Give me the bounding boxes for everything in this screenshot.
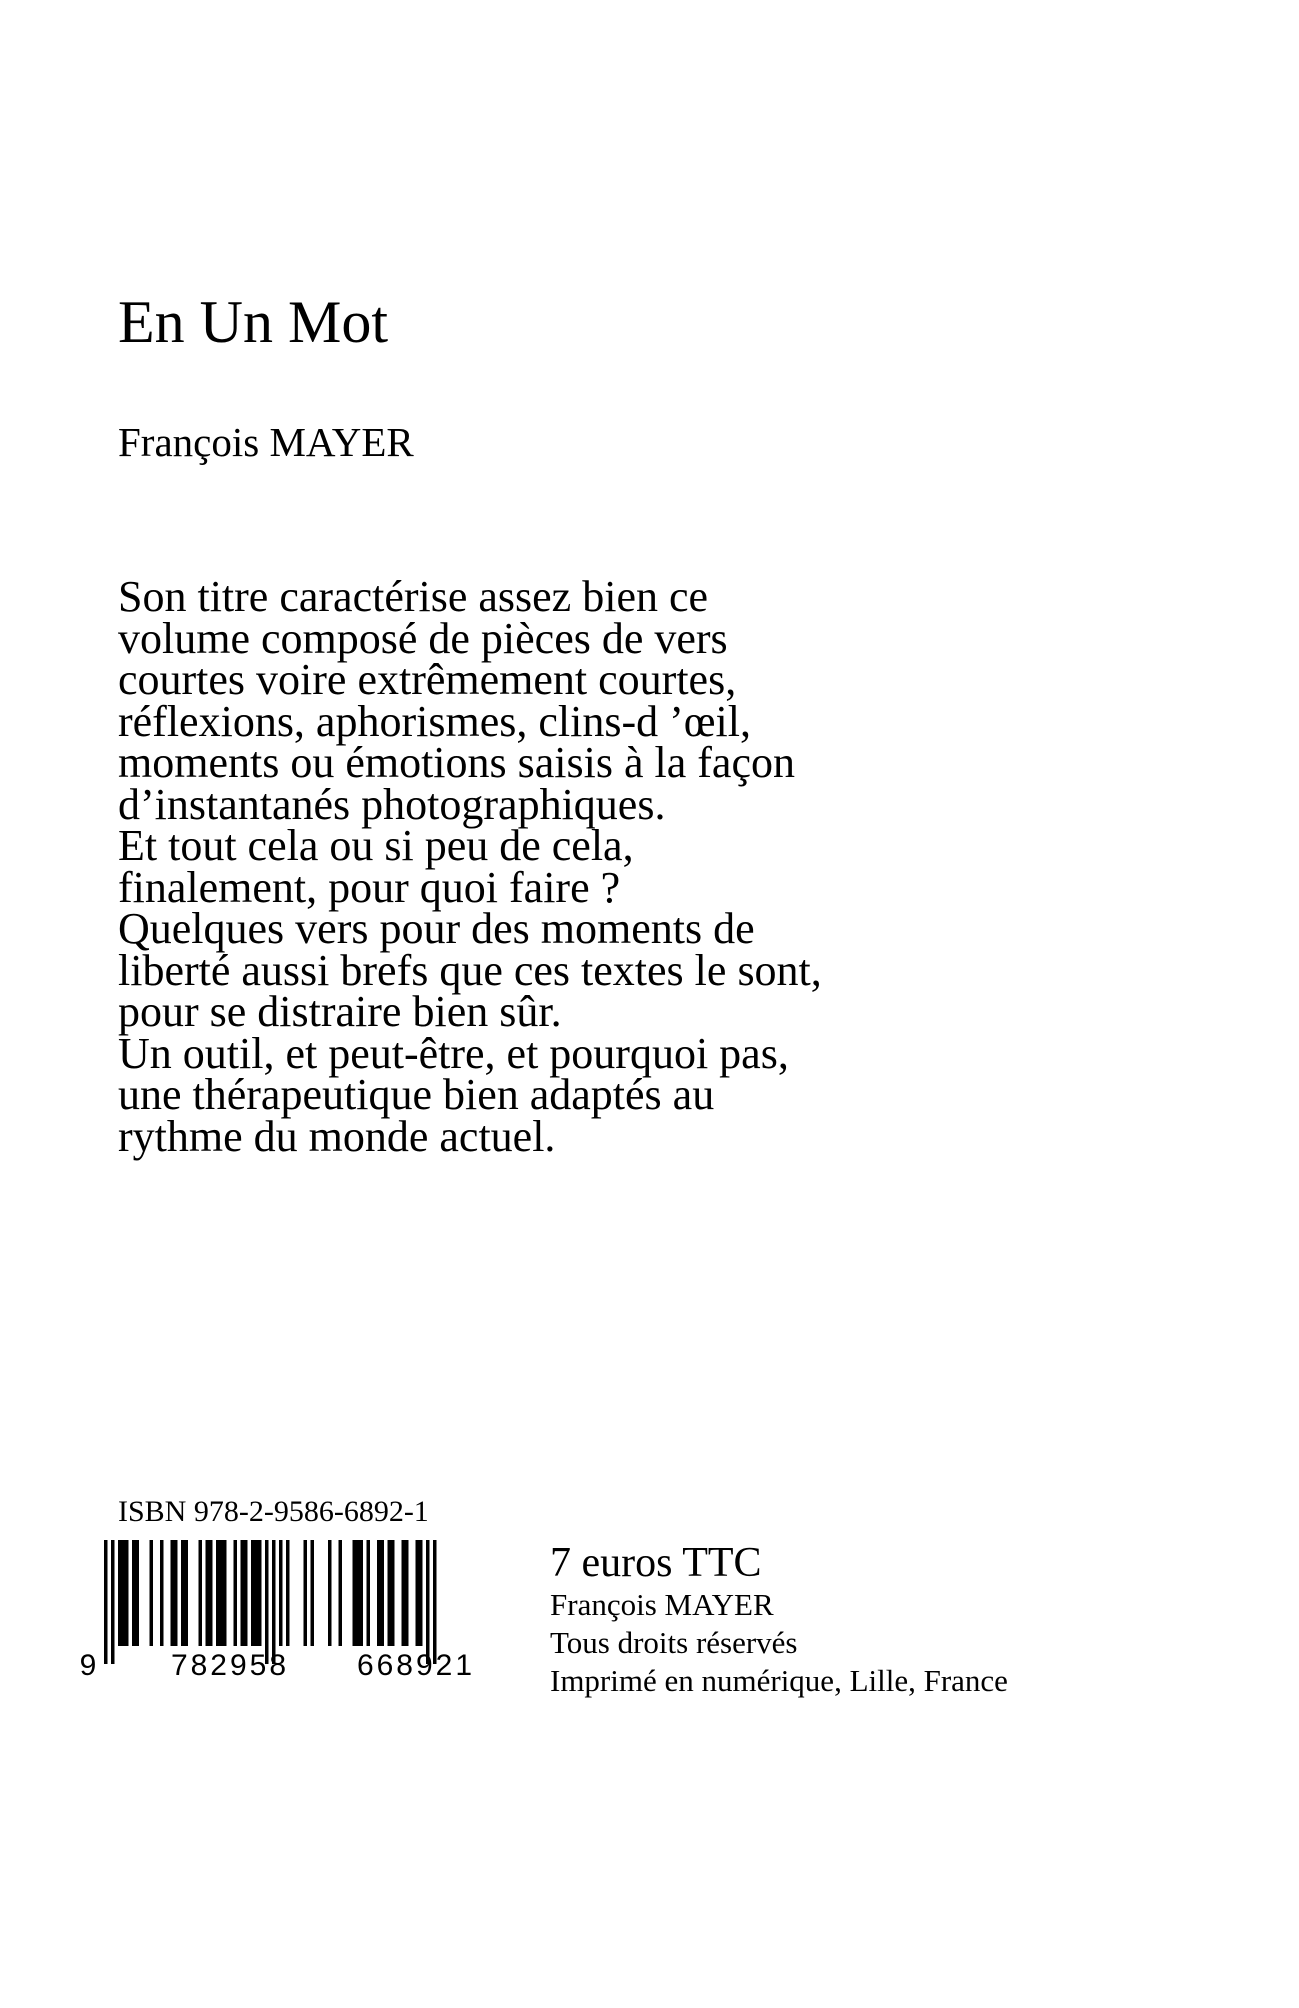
blurb-line: Et tout cela ou si peu de cela, [118, 821, 634, 870]
blurb-line: Son titre caractérise assez bien ce [118, 572, 709, 621]
barcode-bar [339, 1540, 343, 1646]
barcode-bar [402, 1540, 409, 1646]
barcode-bar [241, 1540, 248, 1646]
back-cover-blurb [118, 572, 1118, 1161]
publication-info [550, 1540, 1008, 1700]
blurb-line: moments ou émotions saisis à la façon [118, 738, 795, 787]
barcode-bar [181, 1540, 188, 1646]
price: 7 euros TTC [550, 1540, 762, 1586]
barcode-bar [199, 1540, 203, 1646]
blurb-line: une thérapeutique bien adaptés au [118, 1070, 715, 1119]
publisher: François MAYER [550, 1587, 774, 1622]
barcode-bar [377, 1540, 384, 1646]
barcode-bar [111, 1540, 115, 1664]
blurb-line: volume composé de pièces de vers [118, 613, 728, 663]
barcode-bar [367, 1540, 371, 1646]
barcode-bar [353, 1540, 364, 1646]
barcode-bar [286, 1540, 290, 1646]
blurb-line: d’instantanés photographiques. [118, 779, 666, 829]
barcode-bar [104, 1540, 108, 1664]
blurb-line: Quelques vers pour des moments de [118, 904, 755, 953]
blurb-line: finalement, pour quoi faire ? [118, 862, 621, 912]
barcode-bars [104, 1540, 437, 1664]
barcode-bar [216, 1540, 227, 1646]
blurb-line: réflexions, aphorismes, clins-d ’œil, [118, 696, 751, 746]
barcode-bar [311, 1540, 315, 1646]
barcode-bar [118, 1540, 129, 1646]
blurb-line: courtes voire extrêmement courtes, [118, 655, 737, 704]
blurb-line: rythme du monde actuel. [118, 1111, 556, 1161]
barcode-right-digits: 668921 [356, 1649, 476, 1680]
blurb-line: pour se distraire bien sûr. [118, 987, 562, 1036]
barcode-bar [433, 1540, 437, 1664]
isbn-label: ISBN 978-2-9586-6892-1 [118, 1495, 429, 1528]
barcode-bar [426, 1540, 430, 1664]
blurb-line: Un outil, et peut-être, et pourquoi pas, [118, 1028, 789, 1078]
barcode-bar [150, 1540, 154, 1646]
isbn-barcode [76, 1540, 496, 1680]
book-title: En Un Mot [118, 289, 388, 355]
barcode-first-digit: 9 [79, 1649, 97, 1680]
book-author: François MAYER [118, 419, 414, 465]
barcode-left-digits: 782958 [170, 1649, 290, 1680]
barcode-bar [132, 1540, 139, 1646]
barcode-bar [160, 1540, 164, 1646]
barcode-bar [206, 1540, 213, 1646]
barcode-bar [171, 1540, 178, 1646]
blurb-line: liberté aussi brefs que ces textes le sont, [118, 945, 822, 995]
barcode-bar [265, 1540, 269, 1664]
barcode-bar [234, 1540, 238, 1646]
barcode-bar [388, 1540, 395, 1646]
rights-notice: Tous droits réservés [550, 1625, 798, 1660]
barcode-bar [279, 1540, 283, 1646]
printing-notice: Imprimé en numérique, Lille, France [550, 1663, 1008, 1698]
barcode-bar [416, 1540, 423, 1646]
barcode-bar [251, 1540, 262, 1646]
barcode-bar [328, 1540, 332, 1646]
barcode-bar [272, 1540, 276, 1664]
barcode-bar [304, 1540, 308, 1646]
